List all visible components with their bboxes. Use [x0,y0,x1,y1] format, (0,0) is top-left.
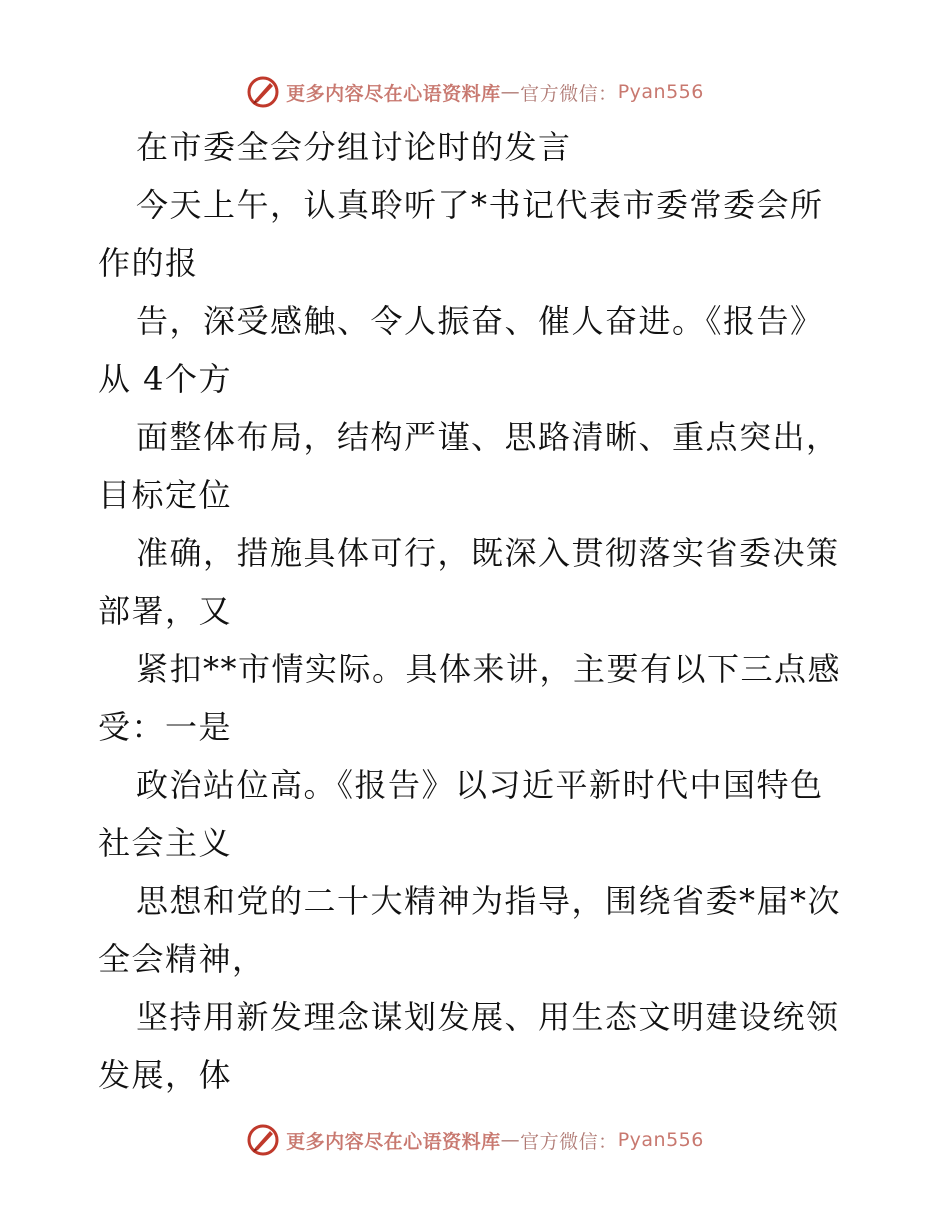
watermark-wechat-id: Pyan556 [617,81,704,103]
quill-pen-logo-icon [246,75,280,109]
watermark-official-label: 官方微信： [520,82,618,105]
text-line: 社会主义 [98,824,233,862]
document-title: 在市委全会分组讨论时的发言 [136,128,572,166]
text-line: 目标定位 [98,476,233,514]
watermark-wechat-id: Pyan556 [617,1129,704,1151]
footer-watermark [0,1120,950,1160]
watermark-official-label: 官方微信： [520,1130,618,1153]
text-line: 政治站位高。《报告》以习近平新时代中国特色 [136,766,824,804]
text-line: 从 4个方 [98,360,233,398]
text-line: 紧扣**市情实际。具体来讲，主要有以下三点感 [136,650,842,688]
text-line: 部署，又 [98,592,233,630]
watermark-main-text: 更多内容尽在心语资料库 [286,1130,501,1153]
watermark-separator: — [500,1129,521,1151]
text-line: 坚持用新发理念谋划发展、用生态文明建设统领 [136,998,840,1036]
header-watermark [0,72,950,112]
watermark-main-text: 更多内容尽在心语资料库 [286,82,501,105]
text-line: 作的报 [98,244,199,282]
watermark-separator: — [500,81,521,103]
text-line: 发展，体 [98,1056,233,1094]
text-line: 今天上午，认真聆听了*书记代表市委常委会所 [136,186,824,224]
text-line: 思想和党的二十大精神为指导，围绕省委*届*次 [136,882,842,920]
text-line: 告，深受感触、令人振奋、催人奋进。《报告》 [136,302,824,340]
text-line: 准确，措施具体可行，既深入贯彻落实省委决策 [136,534,840,572]
text-line: 面整体布局，结构严谨、思路清晰、重点突出， [136,418,840,456]
quill-pen-logo-icon [246,1123,280,1157]
text-line: 全会精神， [98,940,266,978]
text-line: 受：一是 [98,708,233,746]
